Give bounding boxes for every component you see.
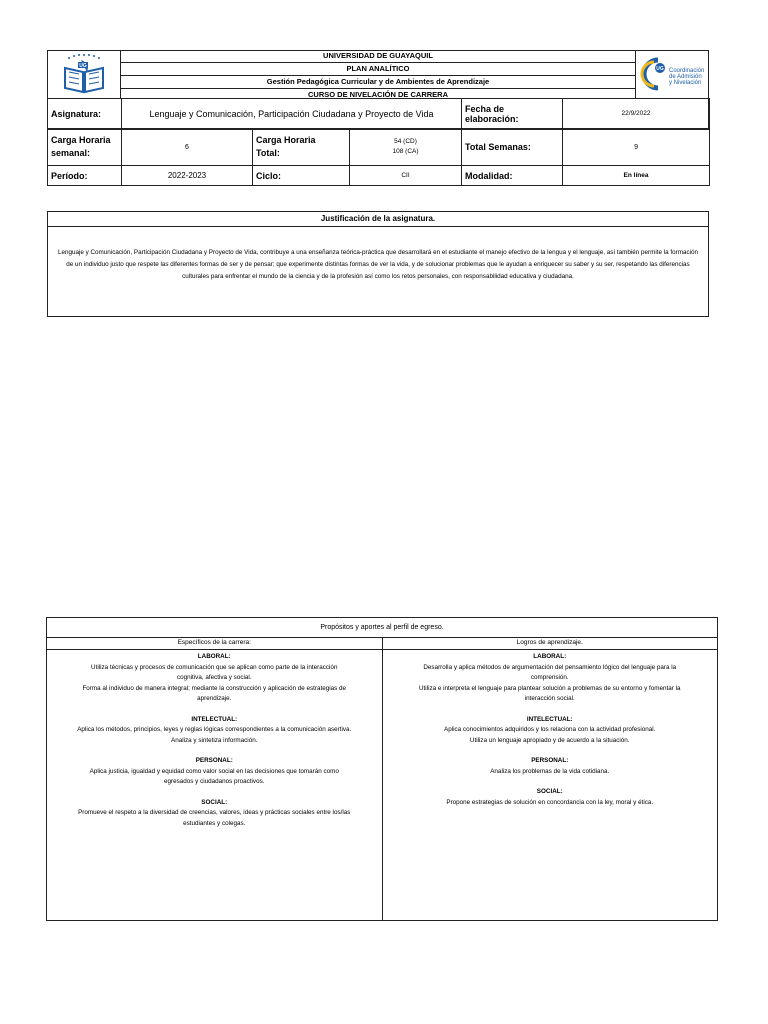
purposes-columns — [47, 637, 717, 920]
total-semanas-value: 9 — [563, 129, 710, 166]
logo-badge-text: UG — [79, 63, 87, 69]
course-title: CURSO DE NIVELACIÓN DE CARRERA — [307, 90, 448, 99]
table-row — [48, 166, 710, 186]
purposes-title: Propósitos y aportes al perfil de egreso. — [47, 618, 717, 638]
learning-outcomes-column — [382, 637, 718, 920]
logo-line-3: y Nivelación — [669, 80, 702, 86]
purpose-line: Aplica conocimientos adquiridos y los relaciona con la actividad profesional. — [444, 726, 656, 733]
table-row — [48, 99, 710, 129]
purpose-section-title: INTELECTUAL: — [526, 715, 573, 723]
purpose-line: Aplica justicia, igualdad y equidad como valor social en las decisiones que tomarán como egresados y ciudadanos proactivos. — [89, 767, 339, 785]
asignatura-label: Asignatura: — [48, 99, 122, 129]
purpose-section-title: LABORAL: — [533, 653, 567, 660]
carga-total-label — [253, 129, 350, 166]
purpose-section-title: PERSONAL: — [195, 757, 233, 764]
asignatura-value: Lenguaje y Comunicación, Participación Ciudadana y Proyecto de Vida — [122, 99, 462, 129]
purpose-line: Utiliza e interpreta el lenguaje para plantear solución a problemas de su entorno y fomentar la interacción social. — [419, 684, 681, 702]
header-titles — [121, 50, 635, 98]
carga-total-value-cd: 54 (CD) — [394, 138, 417, 145]
logo-line-2: de Admisión — [669, 74, 702, 80]
purpose-line: Forma al individuo de manera integral; mediante la construcción y aplicación de estrategias de aprendizaje. — [82, 684, 347, 702]
periodo-label: Período: — [48, 166, 122, 186]
fecha-label: Fecha de elaboración: — [462, 99, 563, 129]
purpose-section-title: SOCIAL: — [201, 798, 228, 806]
total-semanas-label: Total Semanas: — [462, 129, 563, 166]
justification-text: Lenguaje y Comunicación, Participación Ciudadana y Proyecto de Vida, contribuye a una enseñanza teórica-práctica que desarrollará en el estudiante el manejo efectivo de la lengua y el lenguaje, así también permite la formación de un individuo justo que respete las diferentes formas de ser y de pensar; que experimente distintas formas de ver la vida, y de solucionar problemas que le ayudan a enriquecer su saber y su ser, respetando las diferencias culturales para enfrentar el mundo de la ciencia y de la profesión así como los retos personales, con responsabilidad educativa y ciudadana. — [57, 249, 699, 280]
logo-line-1: Coordinación — [669, 68, 705, 74]
purpose-section — [77, 756, 352, 788]
purpose-section-title: LABORAL: — [197, 653, 231, 660]
purpose-line: Desarrolla y aplica métodos de argumentación del pensamiento lógico del lenguaje para la comprensión. — [423, 663, 677, 681]
carga-semanal-label — [48, 129, 122, 166]
admission-logo — [635, 50, 709, 98]
modalidad-value: En línea — [563, 166, 710, 186]
carga-total-label-line1: Carga Horaria — [256, 135, 316, 145]
purpose-line: Analiza y sintetiza información. — [171, 736, 258, 744]
purpose-section — [413, 715, 688, 747]
modalidad-label: Modalidad: — [462, 166, 563, 186]
carga-semanal-label-line1: Carga Horaria — [51, 135, 111, 145]
carga-semanal-label-line2: semanal: — [51, 148, 91, 158]
ciclo-label: Ciclo: — [253, 166, 350, 186]
table-row — [48, 129, 710, 166]
learning-outcomes-header: Logros de aprendizaje. — [383, 637, 718, 650]
purpose-line: Promueve el respeto a la diversidad de creencias, valores, ideas y prácticas sociales entre los/las estudiantes y colegas. — [78, 809, 351, 827]
carga-semanal-value: 6 — [122, 129, 253, 166]
admission-logo-icon — [636, 50, 710, 98]
book-logo-icon — [47, 50, 121, 98]
ciclo-value: CII — [350, 166, 462, 186]
periodo-value: 2022-2023 — [122, 166, 253, 186]
career-specific-column — [47, 637, 382, 920]
carga-total-label-line2: Total: — [256, 148, 280, 158]
justification-title: Justificación de la asignatura. — [48, 212, 708, 227]
purpose-section-title: SOCIAL: — [536, 788, 563, 795]
purpose-section — [413, 756, 688, 777]
purpose-section-title: PERSONAL: — [531, 757, 569, 764]
purposes-section — [46, 617, 718, 921]
purpose-section — [77, 798, 352, 830]
justification-section — [47, 211, 709, 317]
purpose-section — [413, 787, 688, 808]
purpose-line: Analiza los problemas de la vida cotidiana. — [490, 767, 610, 775]
purpose-section-title: INTELECTUAL: — [191, 715, 238, 723]
learning-outcomes-body — [383, 650, 718, 808]
svg-text:UG: UG — [656, 66, 664, 72]
purpose-line: Propone estrategias de solución en concordancia con la ley, moral y ética. — [446, 798, 654, 806]
purpose-line: Utiliza un lenguaje apropiado y de acuerdo a la situación. — [469, 736, 630, 744]
career-specific-header: Específicos de la carrera: — [47, 637, 382, 650]
purpose-line: Aplica los métodos, principios, leyes y reglas lógicas correspondientes a la comunicación asertiva. — [77, 726, 352, 733]
career-specific-body — [47, 650, 382, 829]
carga-total-value-ca: 108 (CA) — [392, 148, 419, 155]
purpose-line: Utiliza técnicas y procesos de comunicación que se aplican como parte de la interacción cognitiva, afectiva y social. — [91, 663, 338, 681]
subject-info-table — [47, 98, 710, 186]
management-title: Gestión Pedagógica Curricular y de Ambientes de Aprendizaje — [121, 76, 635, 89]
fecha-value: 22/9/2022 — [563, 99, 710, 129]
university-name: UNIVERSIDAD DE GUAYAQUIL — [121, 50, 635, 63]
plan-title: PLAN ANALÍTICO — [121, 63, 635, 76]
purpose-section — [77, 715, 352, 747]
university-logo — [47, 50, 121, 98]
carga-total-value — [350, 129, 462, 166]
purpose-section — [77, 652, 352, 705]
purpose-section — [413, 652, 688, 705]
